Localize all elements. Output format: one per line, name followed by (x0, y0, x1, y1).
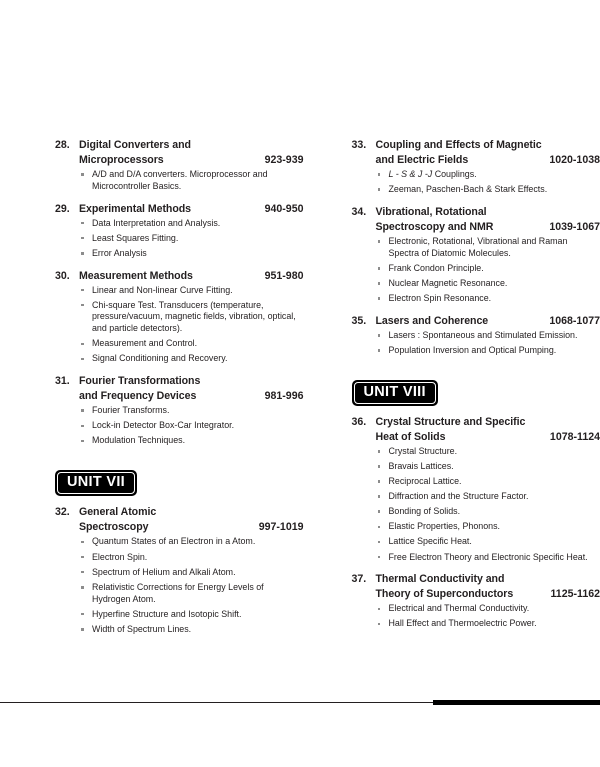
toc-entry-header (55, 138, 304, 168)
toc-subtopic: Modulation Techniques. (79, 435, 304, 447)
toc-entry-title-line (376, 205, 600, 220)
toc-subtopic: Electronic, Rotational, Vibrational and Raman Spectra of Diatomic Molecules. (376, 236, 600, 260)
toc-entry-page-range: 1078-1124 (549, 430, 600, 443)
toc-entry-title-line (79, 520, 304, 535)
toc-entry-page-range: 1068-1077 (549, 314, 600, 327)
toc-entry[interactable] (352, 572, 600, 630)
footer-rule-thick (433, 700, 600, 705)
toc-subtopic: Measurement and Control. (79, 338, 304, 350)
toc-entry-number: 28. (55, 139, 70, 151)
toc-subtopic: Crystal Structure. (376, 446, 600, 458)
toc-entry-page-range: 997-1019 (258, 521, 304, 534)
toc-entry-title: Heat of Solids (375, 430, 446, 443)
toc-subtopic: Zeeman, Paschen-Bach & Stark Effects. (376, 184, 600, 196)
toc-subtopic: Fourier Transforms. (79, 405, 304, 417)
toc-entry-number: 33. (351, 139, 367, 151)
toc-entry-title: Experimental Methods (79, 202, 192, 215)
toc-entry-title-block (376, 138, 600, 168)
toc-entry-number: 30. (55, 269, 70, 282)
toc-entry-title-block (79, 202, 304, 217)
toc-entry-header (55, 202, 304, 217)
toc-entry-page-range: 951-980 (264, 269, 304, 282)
toc-entry-header (55, 374, 304, 404)
toc-entry-title: Fourier Transformations (79, 375, 201, 388)
toc-subtopic: Population Inversion and Optical Pumping. (376, 345, 600, 357)
toc-entry-title-line (376, 430, 600, 445)
toc-entry-header (352, 572, 600, 602)
toc-entry-title-block (376, 205, 600, 235)
toc-subtopic: Width of Spectrum Lines. (79, 624, 304, 636)
toc-column-right (352, 138, 600, 639)
toc-entry-number: 35. (351, 314, 367, 327)
toc-subtopic: Reciprocal Lattice. (376, 476, 600, 488)
toc-entry-title-line (79, 138, 304, 153)
toc-subtopic: Hyperfine Structure and Isotopic Shift. (79, 609, 304, 621)
toc-entry-title-line (79, 505, 304, 520)
toc-entry-page-range: 981-996 (264, 390, 304, 403)
unit-badge-label: UNIT VII (67, 474, 125, 491)
toc-entry-title-block (79, 138, 304, 168)
toc-subtopic: A/D and D/A converters. Microprocessor and Microcontroller Basics. (79, 169, 304, 193)
toc-entry-title: Vibrational, Rotational (375, 205, 487, 218)
toc-subtopic-list (352, 236, 600, 305)
toc-entry[interactable] (55, 269, 304, 366)
toc-subtopic: Nuclear Magnetic Resonance. (376, 278, 600, 290)
toc-subtopic-list (55, 536, 304, 635)
toc-subtopic: Lasers : Spontaneous and Stimulated Emission. (376, 330, 600, 342)
toc-subtopic: Free Electron Theory and Electronic Specific Heat. (376, 552, 600, 564)
toc-column-left (55, 138, 304, 645)
toc-entry-title-block (376, 415, 600, 445)
toc-entry-title-block (79, 374, 304, 404)
toc-subtopic-list (55, 218, 304, 260)
toc-entry-title-line (376, 314, 600, 329)
toc-subtopic: Electron Spin. (79, 552, 304, 564)
toc-entry-title: Lasers and Coherence (375, 314, 489, 327)
toc-entry-number: 36. (351, 415, 367, 428)
toc-subtopic: Linear and Non-linear Curve Fitting. (79, 285, 304, 297)
toc-entry-page-range: 1020-1038 (549, 154, 600, 166)
toc-entry[interactable] (352, 415, 600, 563)
toc-subtopic-list (352, 330, 600, 357)
toc-entry-title-block (79, 269, 304, 284)
toc-subtopic: Frank Condon Principle. (376, 263, 600, 275)
toc-subtopic-list (352, 603, 600, 630)
toc-entry-title-line (376, 220, 600, 235)
toc-entry-number: 34. (351, 205, 367, 218)
toc-entry-title: Measurement Methods (79, 269, 193, 282)
toc-entry-header (55, 269, 304, 284)
toc-entry-number: 29. (55, 202, 70, 215)
toc-entry-title: General Atomic (79, 506, 157, 519)
toc-entry-title-block (79, 505, 304, 535)
toc-entry-title-line (79, 389, 304, 404)
toc-subtopic: Lattice Specific Heat. (376, 536, 600, 548)
toc-entry[interactable] (352, 314, 600, 357)
toc-subtopic: Chi-square Test. Transducers (temperature, pressure/vacuum, magnetic fields, vibration, optical, and particle detectors). (79, 300, 304, 335)
toc-columns (0, 138, 600, 645)
toc-subtopic: Least Squares Fitting. (79, 233, 304, 245)
unit-badge (55, 470, 137, 496)
unit-badge (352, 380, 438, 406)
toc-entry-title-line (79, 153, 304, 168)
toc-entry-page-range: 1039-1067 (549, 220, 600, 233)
toc-entry-header (352, 415, 600, 445)
toc-entry-header (352, 138, 600, 168)
toc-subtopic-italic: L - S & J -J (388, 169, 435, 179)
toc-entry-number: 31. (55, 375, 70, 388)
toc-entry-header (352, 205, 600, 235)
toc-entry-title-line (376, 572, 600, 587)
toc-entry-title-block (376, 572, 600, 602)
toc-entry-title: Spectroscopy and NMR (375, 220, 494, 233)
toc-entry[interactable] (352, 138, 600, 196)
toc-entry-title-line (79, 202, 304, 217)
toc-entry[interactable] (55, 138, 304, 193)
toc-subtopic-list (55, 285, 304, 366)
toc-subtopic-list (352, 446, 600, 563)
toc-entry[interactable] (352, 205, 600, 305)
toc-subtopic: Bravais Lattices. (376, 461, 600, 473)
unit-badge-label: UNIT VIII (363, 383, 426, 400)
toc-subtopic: Hall Effect and Thermoelectric Power. (376, 618, 600, 630)
toc-entry-title-line (79, 269, 304, 284)
toc-entry-title: Thermal Conductivity and (375, 573, 505, 586)
toc-subtopic-list (55, 405, 304, 447)
toc-entry-title: Microprocessors (79, 154, 164, 166)
toc-entry-title: and Frequency Devices (79, 390, 197, 403)
toc-entry-header (55, 505, 304, 535)
toc-entry-title-line (376, 415, 600, 430)
toc-entry-title: and Electric Fields (375, 154, 469, 166)
toc-entry-title-line (376, 138, 600, 153)
unit-badge-border (57, 472, 135, 494)
toc-entry[interactable] (55, 505, 304, 635)
toc-subtopic: Electron Spin Resonance. (376, 293, 600, 305)
toc-subtopic: Spectrum of Helium and Alkali Atom. (79, 567, 304, 579)
toc-subtopic: Elastic Properties, Phonons. (376, 521, 600, 533)
toc-subtopic: Electrical and Thermal Conductivity. (376, 603, 600, 615)
toc-subtopic-list (55, 169, 304, 193)
toc-subtopic: Data Interpretation and Analysis. (79, 218, 304, 230)
toc-entry-title: Spectroscopy (79, 521, 149, 534)
toc-entry-title: Theory of Superconductors (375, 588, 514, 601)
toc-entry-title-line (79, 374, 304, 389)
toc-entry-title-line (376, 153, 600, 168)
toc-subtopic: L - S & J -J Couplings. (376, 169, 600, 181)
toc-entry[interactable] (55, 374, 304, 447)
toc-entry-page-range: 1125-1162 (550, 588, 600, 601)
toc-entry-title: Digital Converters and (79, 139, 191, 151)
toc-entry-number: 32. (55, 506, 70, 519)
toc-entry-page-range: 923-939 (264, 154, 304, 166)
toc-entry-header (352, 314, 600, 329)
toc-entry-page-range: 940-950 (264, 202, 304, 215)
toc-subtopic: Error Analysis (79, 248, 304, 260)
toc-entry-title: Coupling and Effects of Magnetic (375, 139, 542, 151)
unit-badge-border (354, 382, 436, 404)
toc-entry[interactable] (55, 202, 304, 260)
toc-subtopic: Lock-in Detector Box-Car Integrator. (79, 420, 304, 432)
toc-subtopic-list (352, 169, 600, 196)
toc-subtopic: Bonding of Solids. (376, 506, 600, 518)
toc-subtopic: Quantum States of an Electron in a Atom. (79, 536, 304, 548)
toc-subtopic: Signal Conditioning and Recovery. (79, 353, 304, 365)
toc-entry-title: Crystal Structure and Specific (375, 415, 526, 428)
toc-entry-number: 37. (351, 573, 367, 586)
toc-entry-title-line (376, 587, 600, 602)
toc-subtopic: Relativistic Corrections for Energy Levels of Hydrogen Atom. (79, 582, 304, 606)
toc-subtopic: Diffraction and the Structure Factor. (376, 491, 600, 503)
toc-entry-title-block (376, 314, 600, 329)
